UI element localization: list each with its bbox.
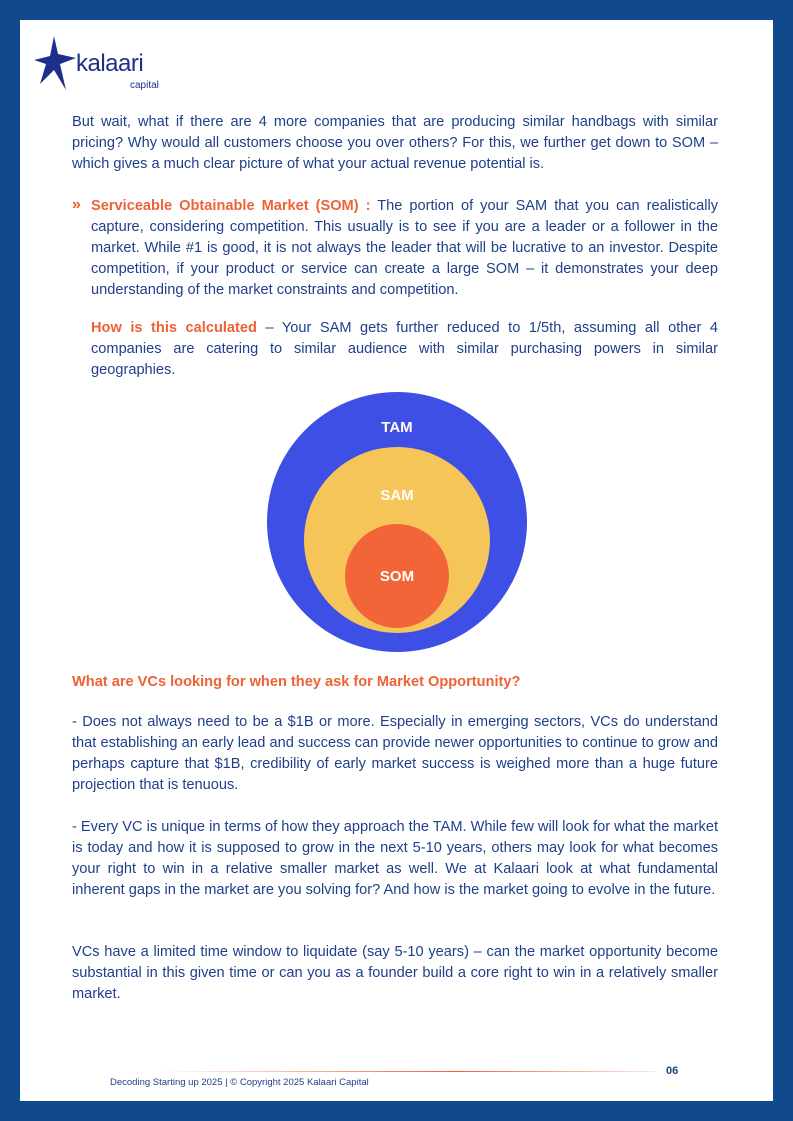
brand-sub: capital — [130, 80, 159, 91]
document-page — [20, 20, 773, 1101]
star-figure-icon — [32, 34, 78, 94]
page-number: 06 — [666, 1065, 679, 1077]
som-title: Serviceable Obtainable Market (SOM) : — [91, 198, 371, 214]
calc-body: – Your SAM gets further reduced to 1/5th, assuming all other 4 companies are catering to similar audience with similar purchasing powers in similar geographies. — [91, 320, 718, 378]
sam-label: SAM — [380, 487, 414, 504]
kalaari-logo — [32, 34, 159, 94]
som-label: SOM — [379, 568, 415, 585]
som-body: The portion of your SAM that you can realistically capture, considering competition. This usually is to see if you are a leader or a follower in the market. While #1 is good, it is not always the leader that will be lucrative to an investor. Despite competition, if your product or service can create a large SOM – it demonstrates your deep understanding of the market constraints and competition. — [91, 198, 718, 298]
som-definition — [91, 196, 718, 301]
tam-label: TAM — [381, 419, 413, 436]
calc-label: How is this calculated — [91, 320, 257, 336]
vc-paragraph-3: VCs have a limited time window to liquidate (say 5-10 years) – can the market opportunity become substantial in this given time or can you as a founder build a core right to win in a relatively smaller market. — [72, 944, 718, 1002]
som-calculation — [91, 318, 718, 381]
intro-paragraph: But wait, what if there are 4 more companies that are producing similar handbags with similar pricing? Why would all customers choose you over others? For this, we further get down to SOM – which gives a much clear picture of what your actual revenue potential is. — [72, 114, 718, 172]
footer-copyright: Decoding Starting up 2025 | © Copyright 2025 Kalaari Capital — [110, 1077, 369, 1088]
footer-divider — [160, 1071, 655, 1072]
vc-paragraph-2: - Every VC is unique in terms of how they approach the TAM. While few will look for what the market is today and how it is supposed to grow in the next 5-10 years, others may look for what becomes your right to win in a relative smaller market as well. We at Kalaari look at what fundamental inherent gaps in the market are you solving for? And how is the market going to evolve in the future. — [72, 819, 718, 898]
double-chevron-icon: » — [72, 196, 81, 213]
brand-name: kalaari — [76, 50, 144, 77]
vc-paragraph-1: - Does not always need to be a $1B or more. Especially in emerging sectors, VCs do understand that establishing an early lead and success can provide newer opportunities to continue to grow and perhaps capture that $1B, credibility of early market success is weighed more than a huge future projection that is tenuous. — [72, 714, 718, 793]
tam-sam-som-diagram — [267, 392, 527, 652]
vc-heading: What are VCs looking for when they ask for Market Opportunity? — [72, 674, 521, 690]
